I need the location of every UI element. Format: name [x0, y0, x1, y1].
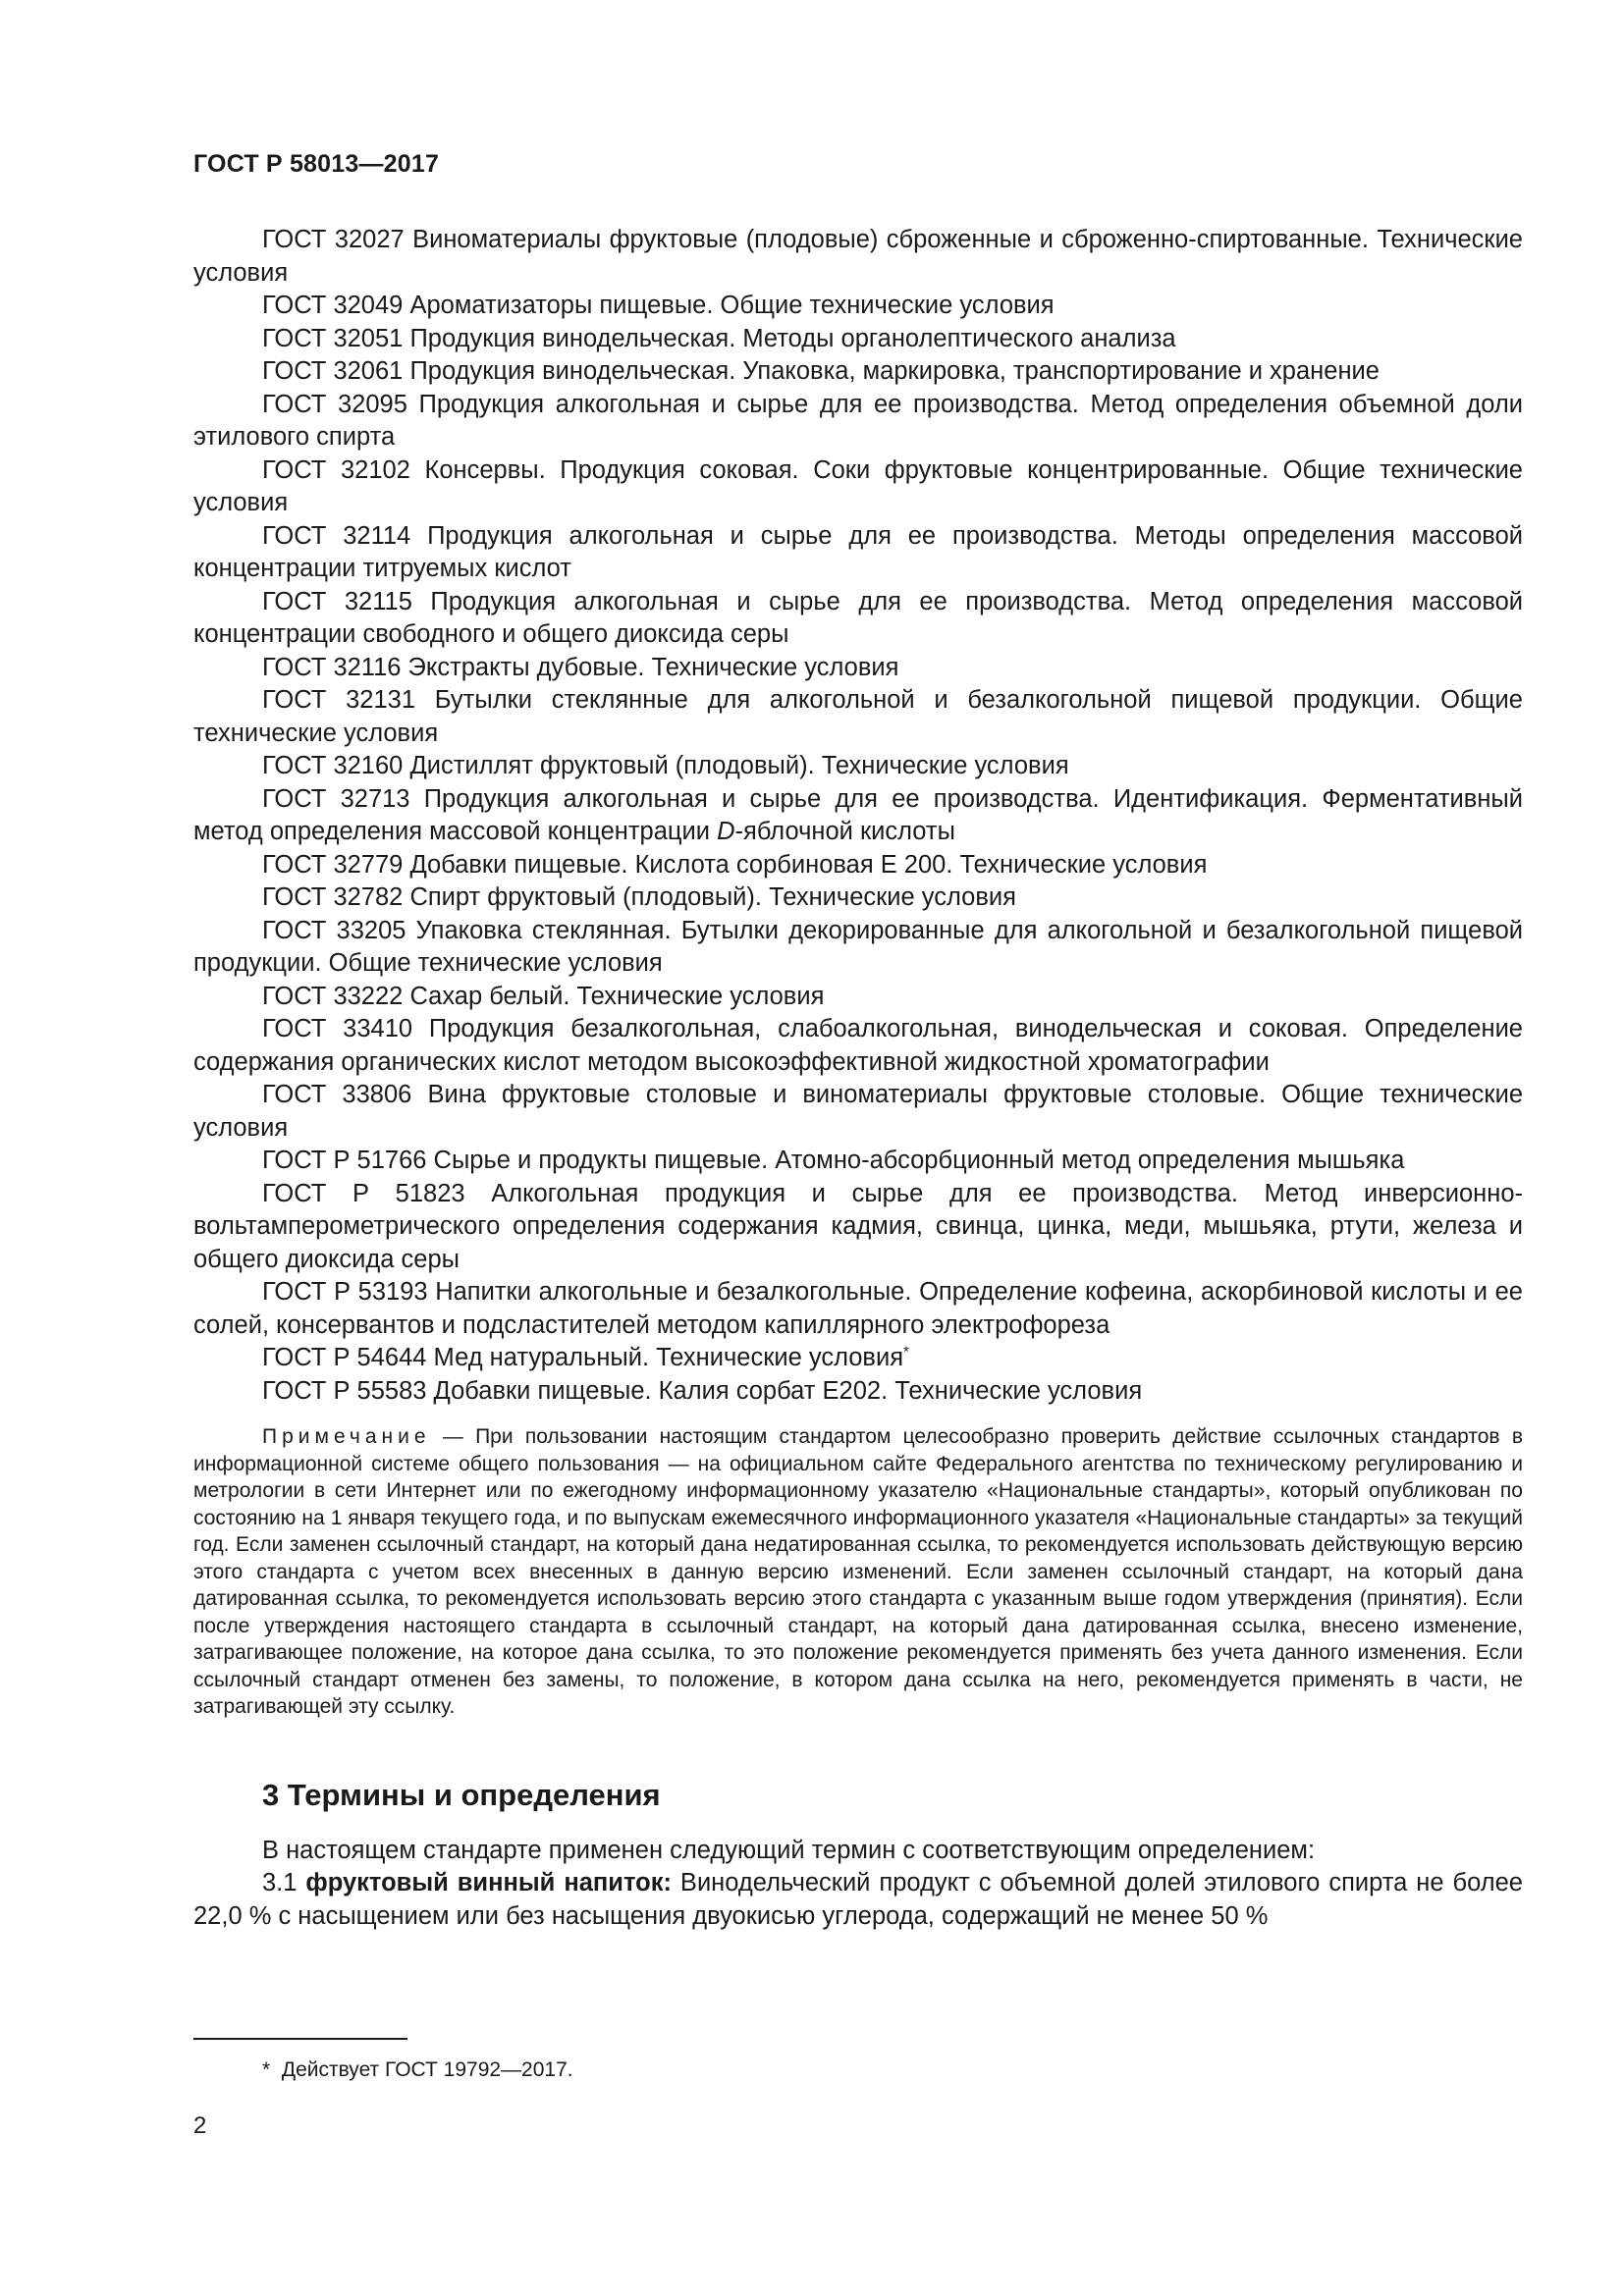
page-number: 2: [193, 2112, 207, 2139]
reference-title: Продукция алкогольная и сырье для ее производства. Методы определения массовой концентрации титруемых кислот: [193, 521, 1523, 582]
reference-title: Экстракты дубовые. Технические условия: [401, 653, 899, 681]
reference-title: Продукция алкогольная и сырье для ее производства. Идентификация. Ферментативный метод определения массовой концентрации: [193, 784, 1524, 845]
reference-item: [193, 224, 1523, 290]
reference-code: ГОСТ Р 54644: [262, 1344, 427, 1371]
reference-code: ГОСТ 33205: [262, 916, 406, 944]
reference-code: ГОСТ 32061: [262, 357, 404, 385]
reference-code: ГОСТ 33410: [262, 1015, 413, 1042]
reference-item: [193, 915, 1523, 981]
reference-title: Виноматериалы фруктовые (плодовые) сброженные и сброженно-спиртованные. Технические условия: [193, 226, 1523, 287]
reference-code: ГОСТ 32102: [262, 455, 410, 484]
reference-item: [193, 1013, 1523, 1079]
footnote-mark: *: [262, 2058, 271, 2081]
term-number: 3.1: [262, 1869, 306, 1896]
footnote-ref-mark: *: [903, 1343, 909, 1361]
reference-item: [193, 1178, 1523, 1277]
reference-title: Упаковка стеклянная. Бутылки декорированные для алкогольной и безалкогольной пищевой продукции. Общие технические условия: [193, 916, 1523, 977]
reference-title: Напитки алкогольные и безалкогольные. Определение кофеина, аскорбиновой кислоты и ее солей, консервантов и подсластителей методом капиллярного электрофореза: [193, 1278, 1523, 1339]
reference-item: [193, 1342, 1523, 1375]
reference-code: ГОСТ 32713: [262, 784, 410, 813]
reference-title: Сырье и продукты пищевые. Атомно-абсорбционный метод определения мышьяка: [426, 1147, 1405, 1174]
term-text: Винодельческий продукт с объемной долей этилового спирта не более 22,0 % с насыщением или без насыщения двуокисью углерода, содержащий не менее 50 %: [193, 1869, 1523, 1930]
reference-code: ГОСТ Р 53193: [262, 1278, 428, 1306]
reference-title: Продукция винодельческая. Методы органолептического анализа: [403, 324, 1176, 352]
reference-title: Добавки пищевые. Калия сорбат Е202. Технические условия: [426, 1376, 1143, 1405]
reference-item: [193, 1276, 1523, 1342]
reference-item: [193, 454, 1523, 520]
reference-code: ГОСТ 32114: [262, 521, 411, 550]
reference-title: Спирт фруктовый (плодовый). Технические условия: [403, 883, 1016, 911]
reference-item: [193, 783, 1523, 849]
reference-item: [193, 389, 1523, 454]
reference-title: Продукция винодельческая. Упаковка, маркировка, транспортирование и хранение: [403, 357, 1380, 385]
note-label: Примечание: [262, 1425, 431, 1448]
reference-title: Дистиллят фруктовый (плодовый). Технические условия: [403, 752, 1069, 779]
reference-code: ГОСТ Р 51766: [262, 1147, 427, 1174]
reference-item: [193, 355, 1523, 389]
footnote-rule: [193, 2038, 407, 2040]
normative-references-list: [193, 224, 1523, 1408]
section-title: 3 Термины и определения: [262, 1777, 661, 1812]
reference-title: Ароматизаторы пищевые. Общие технические условия: [403, 292, 1055, 319]
reference-title: Мед натуральный. Технические условия: [426, 1344, 904, 1371]
reference-code: ГОСТ 33222: [262, 982, 404, 1010]
reference-code: ГОСТ 32027: [262, 226, 405, 253]
reference-item: [193, 684, 1523, 750]
reference-code: ГОСТ Р 55583: [262, 1376, 427, 1405]
reference-title: Консервы. Продукция соковая. Соки фруктовые концентрированные. Общие технические условия: [193, 455, 1523, 516]
reference-title: Вина фруктовые столовые и виноматериалы фруктовые столовые. Общие технические условия: [193, 1081, 1523, 1142]
reference-item: [193, 1375, 1523, 1409]
reference-title: Сахар белый. Технические условия: [403, 982, 825, 1010]
reference-code: ГОСТ Р 51823: [262, 1179, 465, 1207]
reference-code: ГОСТ 32049: [262, 292, 404, 319]
reference-title: Добавки пищевые. Кислота сорбиновая Е 200. Технические условия: [403, 850, 1208, 879]
reference-code: ГОСТ 32782: [262, 883, 404, 911]
reference-code: ГОСТ 32095: [262, 390, 407, 418]
reference-italic: D: [717, 818, 735, 845]
reference-item: [193, 750, 1523, 783]
reference-code: ГОСТ 32160: [262, 752, 404, 779]
reference-title: Бутылки стеклянные для алкогольной и безалкогольной пищевой продукции. Общие технические условия: [193, 686, 1523, 747]
section-intro: В настоящем стандарте применен следующий термин с соответствующим определением:: [262, 1836, 1316, 1864]
footnote-text: Действует ГОСТ 19792—2017.: [281, 2058, 573, 2081]
note-paragraph: [193, 1423, 1523, 1721]
reference-item: [193, 586, 1523, 652]
reference-item: [193, 981, 1523, 1014]
reference-item: [193, 881, 1523, 915]
reference-title-cont: -яблочной кислоты: [734, 818, 955, 845]
reference-item: [193, 1079, 1523, 1145]
reference-item: [193, 290, 1523, 323]
note-text: — При пользовании настоящим стандартом целесообразно проверить действие ссылочных стандартов в информационной системе общего пользования — на официальном сайте Федерального агентства по техническому регулированию и метрологии в сети Интернет или по ежегодному информационному указателю «Национальные стандарты», который опубликован по состоянию на 1 января текущего года, и по выпускам ежемесячного информационного указателя «Национальные стандарты» за текущий год. Если заменен ссылочный стандарт, на который дана недатированная ссылка, то рекомендуется использовать действующую версию этого стандарта с учетом всех внесенных в данную версию изменений. Если заменен ссылочный стандарт, на который дана датированная ссылка, то рекомендуется использовать версию этого стандарта с указанным выше годом утверждения (принятия). Если после утверждения настоящего стандарта в ссылочный стандарт, на который дана датированная ссылка, внесено изменение, затрагивающее положение, на которое дана ссылка, то это положение рекомендуется применять без учета данного изменения. Если ссылочный стандарт отменен без замены, то положение, в котором дана ссылка на него, рекомендуется применять в части, не затрагивающей эту ссылку.: [193, 1425, 1523, 1718]
reference-title: Продукция алкогольная и сырье для ее производства. Метод определения массовой концентрации свободного и общего диоксида серы: [193, 587, 1524, 648]
document-header: ГОСТ Р 58013—2017: [193, 150, 440, 178]
reference-item: [193, 323, 1523, 356]
reference-code: ГОСТ 33806: [262, 1081, 412, 1108]
reference-title: Продукция алкогольная и сырье для ее производства. Метод определения объемной доли этилового спирта: [193, 390, 1523, 451]
reference-item: [193, 1145, 1523, 1178]
reference-title: Продукция безалкогольная, слабоалкогольная, винодельческая и соковая. Определение содержания органических кислот методом высокоэффективной жидкостной хроматографии: [193, 1015, 1523, 1076]
term-name: фруктовый винный напиток:: [305, 1869, 672, 1896]
footnote: [262, 2056, 573, 2084]
reference-title: Алкогольная продукция и сырье для ее производства. Метод инверсионно-вольтамперометрического определения содержания кадмия, свинца, цинка, меди, мышьяка, ртути, железа и общего диоксида серы: [193, 1179, 1523, 1273]
reference-code: ГОСТ 32779: [262, 850, 404, 879]
reference-item: [193, 849, 1523, 882]
reference-code: ГОСТ 32115: [262, 587, 412, 615]
reference-code: ГОСТ 32131: [262, 686, 416, 714]
page-content: [193, 224, 1523, 1933]
section-body: [193, 1835, 1523, 1934]
reference-code: ГОСТ 32051: [262, 324, 404, 352]
reference-item: [193, 520, 1523, 586]
term-definition: [193, 1867, 1523, 1933]
reference-item: [193, 652, 1523, 685]
reference-code: ГОСТ 32116: [262, 653, 402, 681]
